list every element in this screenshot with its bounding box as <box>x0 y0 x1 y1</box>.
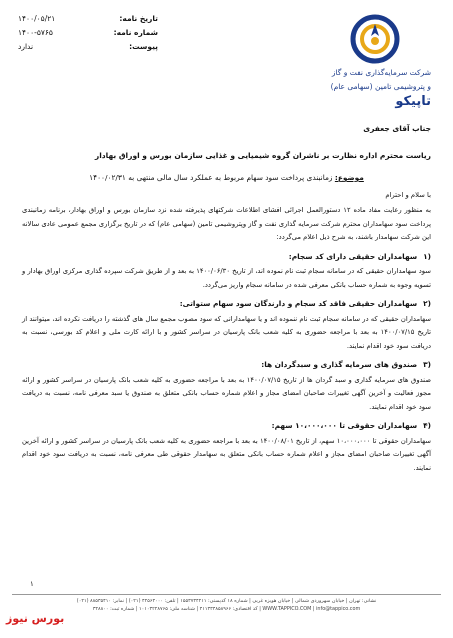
section-title: سهامداران حقیقی فاقد کد سجام و دارندگان سود سهام ستواتی: <box>179 299 418 308</box>
company-name-line2: و پتروشیمی تامین (سهامی عام) <box>330 82 431 91</box>
section-heading <box>22 250 431 264</box>
subject-text: زمانبندی پرداخت سود سهام مربوط به عملکرد سال مالی منتهی به ۱۴۰۰/۰۲/۳۱ <box>89 173 333 182</box>
section-body: صندوق های سرمایه گذاری و سبد گردان ها از تاریخ ۱۴۰۰/۰۷/۱۵ به بعد با مراجعه حضوری به کلیه شعب بانک پارسیان در سراسر کشور و ارائه مجوز فعالیت و آخرین آگهی تغییرات صاحبان امضای مجاز و اعلام شماره حساب بانکی متعلق به صندوق یا سبد معرفی نامه، نسبت به دریافت سود خود اقدام نمایند. <box>22 375 431 411</box>
intro-paragraph: به منظور رعایت مفاد ماده ۱۲ دستورالعمل اجرائی افشای اطلاعات شرکتهای پذیرفته شده نزد سازمان بورس و اوراق بهادار، برنامه زمانبندی پرداخت سود سهامداران محترم شرکت سرمایه گذاری نفت و گاز وپتروشیمی تامین (سهامی عام) که در تاریخ برگزاری مجمع عمومی عادی سالانه این شرکت سهامدار باشند، به شرح ذیل اعلام می‌گردد: <box>22 206 431 241</box>
number-label: شماره نامه: <box>113 28 158 37</box>
footer-divider <box>12 594 441 595</box>
recipient: ریاست محترم اداره نظارت بر ناشران گروه شیمیایی و غذایی سازمان بورس و اوراق بهادار <box>94 150 431 160</box>
page-number: ۱ <box>30 580 34 588</box>
subject-label: موضوع: <box>334 173 364 182</box>
company-logo <box>319 14 431 109</box>
footer-contact: WWW.TAPPICO.COM | info@tappico.com | کد اقتصادی: ۴۱۱۳۳۴۸۵۸۹۶۶ | شناسه ملی: ۱۰۱۰۳۲۲۸۷۶۵ | شماره ثبت: ۳۴۸۸۰۰ <box>92 606 361 612</box>
attachment-value: ندارد <box>18 42 34 51</box>
date-label: تاریخ نامه: <box>119 14 158 23</box>
section-heading <box>22 297 431 311</box>
section-number: ۲) <box>423 299 431 308</box>
section-heading <box>22 419 431 433</box>
section-number: ۱) <box>423 251 431 261</box>
section-body: سهامداران حقوقی تا ۱۰،۰۰۰،۰۰۰ سهم، از تاریخ ۱۴۰۰/۰۸/۰۱ به بعد با مراجعه حضوری به کلیه شعب بانک پارسیان در سراسر کشور و ارائه آخرین آگهی تغییرات صاحبان امضای مجاز و اعلام شماره حساب بانکی متعلق به سهامدار حقوقی طی معرفی نامه، نسبت به دریافت سود خود اقدام نمایند. <box>22 436 431 472</box>
greeting: با سلام و احترام <box>385 190 431 199</box>
number-value: ۱۴۰۰-۵۷۶۵ <box>18 28 53 37</box>
brand-name: تاپیکو <box>395 94 431 109</box>
subject-line <box>22 171 431 185</box>
section-title: سهامداران حقوقی تا ۱۰،۰۰۰،۰۰۰ سهم: <box>271 421 418 430</box>
attachment-label: پیوست: <box>129 42 158 51</box>
section-title: صندوق های سرمایه گذاری و سبدگردان ها: <box>261 360 418 369</box>
letterhead-footer <box>12 597 441 613</box>
section-body: سود سهامداران حقیقی که در سامانه سجام ثبت نام نموده اند، از تاریخ ۱۴۰۰/۰۶/۳۰ به بعد و از طریق شرکت سپرده گذاری مرکزی اوراق بهادار و تسویه وجوه به شماره حساب بانکی معرفی شده در سامانه سجام واریز می‌گردد. <box>22 267 431 289</box>
section-heading <box>22 358 431 372</box>
footer-address: نشانی: تهران | خیابان سهروردی شمالی | خیابان هویزه غربی | شماره ۱۸ کدپستی: ۱۵۵۳۷۳۴۲۱۱ | تلفن: ۴۲۵۶۴۰۰۰ (۰۲۱) | نمابر: ۸۸۵۳۵۴۱۰ (۰۲۱) <box>76 598 377 604</box>
number-row <box>18 26 158 40</box>
section-body: سهامداران حقیقی که در سامانه سجام ثبت نام ننموده اند و یا سهامدارانی که سود مصوب مجمع سال های گذشته را دریافت نکرده اند، میتوانند از تاریخ ۱۴۰۰/۰۷/۱۵ به بعد با مراجعه حضوری به کلیه شعب بانک پارسیان در سراسر کشور و با ارائه کارت ملی و اعلام کد بورسی، نسبت به دریافت سود خود اقدام نمایند. <box>22 314 432 350</box>
news-watermark: بورس نیوز <box>6 612 65 625</box>
section-number: ۳) <box>423 360 431 369</box>
letter-body <box>22 122 431 475</box>
company-name-line1: شرکت سرمایه‌گذاری نفت و گاز <box>331 68 431 77</box>
date-row <box>18 12 158 26</box>
addressee: جناب آقای جعفری <box>363 124 431 133</box>
section-title: سهامداران حقیقی دارای کد سجام: <box>288 251 418 261</box>
date-value: ۱۴۰۰/۰۵/۲۱ <box>18 14 56 23</box>
company-emblem-icon <box>346 14 404 64</box>
attachment-row <box>18 40 158 54</box>
letter-meta <box>18 12 158 54</box>
section-number: ۴) <box>423 421 431 430</box>
